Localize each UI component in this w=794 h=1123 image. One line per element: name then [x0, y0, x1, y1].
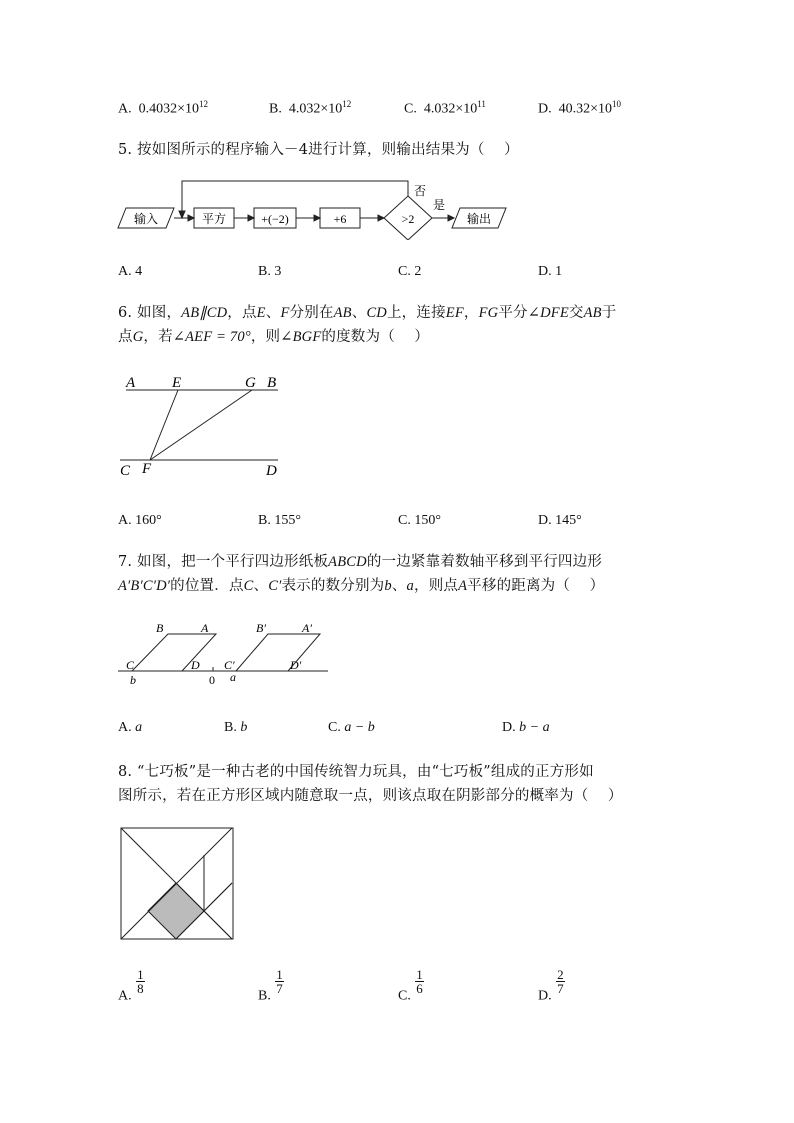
flow-output-label: 输出 — [466, 212, 492, 226]
q8-option-b[interactable]: B. $\frac{1}{7}$ — [258, 967, 283, 1004]
label-e: E — [172, 375, 182, 391]
q4-option-a[interactable]: A. $0.4032\times 10^{12}$ — [118, 99, 209, 117]
q6-option-b[interactable]: B. 155° — [258, 513, 301, 528]
q7-option-c[interactable]: C. a − b — [328, 720, 375, 735]
label-d: D — [191, 658, 200, 672]
fraction: $\frac{1}{8}$ — [137, 967, 144, 996]
q8-stem-line2: 图所示，若在正方形区域内随意取一点，则该点取在阴影部分的概率为（ ） — [118, 788, 623, 804]
flow-input-label: 输入 — [133, 212, 159, 226]
label-b-prime: B′ — [256, 621, 266, 635]
q6-option-a[interactable]: A. 160° — [118, 513, 162, 528]
q6-option-d[interactable]: D. 145° — [538, 513, 582, 528]
q5-option-a[interactable]: A. 4 — [118, 264, 143, 279]
label-zero: 0 — [209, 673, 215, 687]
q8-option-c[interactable]: C. $\frac{1}{6}$ — [398, 967, 423, 1004]
q7-option-a[interactable]: A. a — [118, 720, 143, 735]
q7-stem-line1: 7. 如图，把一个平行四边形纸板ABCD的一边紧靠着数轴平移到平行四边形 — [118, 554, 603, 570]
q7-stem-line2: A′B′C′D′的位置．点C、C′表示的数分别为b、a，则点A平移的距离为（ ） — [118, 578, 605, 594]
label-a: A — [201, 621, 209, 635]
label-b: B — [156, 621, 164, 635]
label-g: G — [245, 375, 256, 391]
parallelogram-abcd-prime — [236, 634, 320, 671]
label-d-prime: D′ — [290, 658, 302, 672]
q7-option-d[interactable]: D. b − a — [502, 720, 550, 735]
q7-option-b[interactable]: B. b — [224, 720, 248, 735]
label-b-value: b — [130, 673, 136, 687]
flow-loop-line — [182, 181, 408, 214]
q5-option-d[interactable]: D. 1 — [538, 264, 563, 279]
q8-option-d[interactable]: D. $\frac{2}{7}$ — [538, 967, 564, 1004]
flow-square-label: 平方 — [201, 212, 227, 226]
flow-no-label: 否 — [414, 184, 427, 198]
segment-ef — [150, 390, 178, 460]
q8-option-a[interactable]: A. $\frac{1}{8}$ — [118, 967, 144, 1004]
fraction: $\frac{1}{7}$ — [276, 967, 283, 996]
label-c: C — [120, 463, 131, 479]
q5-option-b[interactable]: B. 3 — [258, 264, 282, 279]
q5-stem: 5. 按如图所示的程序输入－4进行计算，则输出结果为（ ） — [118, 142, 519, 158]
q4-option-c[interactable]: C. $4.032\times 10^{11}$ — [404, 99, 486, 117]
label-c: C — [126, 658, 135, 672]
label-d: D — [266, 463, 277, 479]
q5-flowchart — [110, 176, 530, 240]
label-b: B — [267, 375, 277, 391]
label-a-value: a — [230, 670, 236, 684]
q6-stem-line1: 6. 如图，AB∥CD，点E、F分别在AB、CD上，连接EF，FG平分∠DFE交AB于 — [118, 305, 617, 321]
fraction: $\frac{2}{7}$ — [557, 967, 564, 996]
q8-tangram — [120, 827, 234, 940]
fraction: $\frac{1}{6}$ — [416, 967, 423, 996]
label-a: A — [126, 375, 136, 391]
flow-add-label: +(−2) — [261, 212, 289, 226]
flow-yes-label: 是 — [433, 198, 446, 212]
shaded-square — [148, 883, 204, 939]
q6-figure — [112, 368, 292, 480]
segment-fg — [150, 390, 252, 460]
q6-option-c[interactable]: C. 150° — [398, 513, 441, 528]
q7-figure — [116, 618, 336, 690]
label-c-prime: C′ — [224, 658, 235, 672]
parallelogram-abcd — [132, 634, 216, 671]
flow-condition-label: >2 — [401, 212, 415, 226]
q4-option-d[interactable]: D. $40.32\times 10^{10}$ — [538, 99, 622, 117]
label-f: F — [142, 461, 152, 477]
q5-option-c[interactable]: C. 2 — [398, 264, 422, 279]
q8-stem-line1: 8. “七巧板”是一种古老的中国传统智力玩具，由“七巧板”组成的正方形如 — [118, 764, 594, 780]
q4-option-b[interactable]: B. $4.032\times 10^{12}$ — [269, 99, 352, 117]
label-a-prime: A′ — [302, 621, 312, 635]
q6-stem-line2: 点G，若∠AEF = 70°，则∠BGF的度数为（ ） — [118, 329, 430, 345]
flow-plus6-label: +6 — [333, 212, 347, 226]
flow-arrowhead-1 — [188, 215, 194, 221]
